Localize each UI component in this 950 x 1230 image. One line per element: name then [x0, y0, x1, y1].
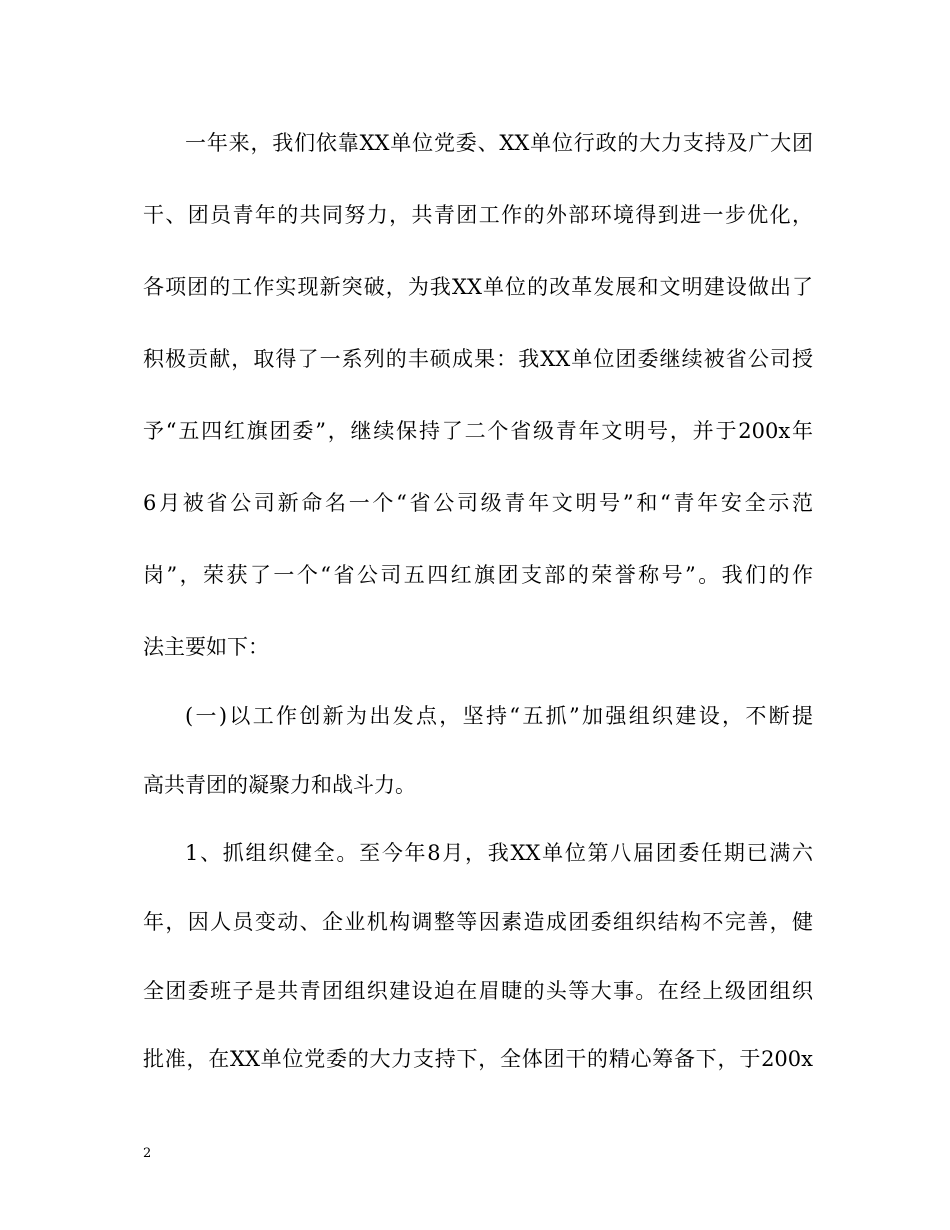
paragraph-line: 高共青团的凝聚力和战斗力。: [143, 773, 416, 797]
paragraph-line: 1、抓组织健全。至今年8月，我XX单位第八届团委任期已满六: [185, 841, 813, 865]
paragraph-line: 年，因人员变动、企业机构调整等因素造成团委组织结构不完善，健: [143, 910, 813, 934]
paragraph-line: 一年来，我们依靠XX单位党委、XX单位行政的大力支持及广大团: [185, 131, 813, 155]
paragraph-line: 批准，在XX单位党委的大力支持下，全体团干的精心筹备下，于200x: [143, 1047, 813, 1071]
paragraph-line: 干、团员青年的共同努力，共青团工作的外部环境得到进一步优化，: [143, 203, 813, 227]
paragraph-line: 予“五四红旗团委”，继续保持了二个省级青年文明号，并于200x年: [143, 419, 813, 443]
paragraph-line: 积极贡献，取得了一系列的丰硕成果：我XX单位团委继续被省公司授: [143, 347, 813, 371]
paragraph-line: (一)以工作创新为出发点，坚持“五抓”加强组织建设，不断提: [185, 704, 813, 728]
paragraph-line: 岗”，荣获了一个“省公司五四红旗团支部的荣誉称号”。我们的作: [143, 563, 813, 587]
page-number: 2: [143, 1146, 152, 1161]
paragraph-line: 6月被省公司新命名一个“省公司级青年文明号”和“青年安全示范: [143, 491, 813, 515]
paragraph-line: 全团委班子是共青团组织建设迫在眉睫的头等大事。在经上级团组织: [143, 979, 813, 1003]
paragraph-line: 法主要如下：: [143, 635, 269, 659]
paragraph-line: 各项团的工作实现新突破，为我XX单位的改革发展和文明建设做出了: [143, 275, 813, 299]
